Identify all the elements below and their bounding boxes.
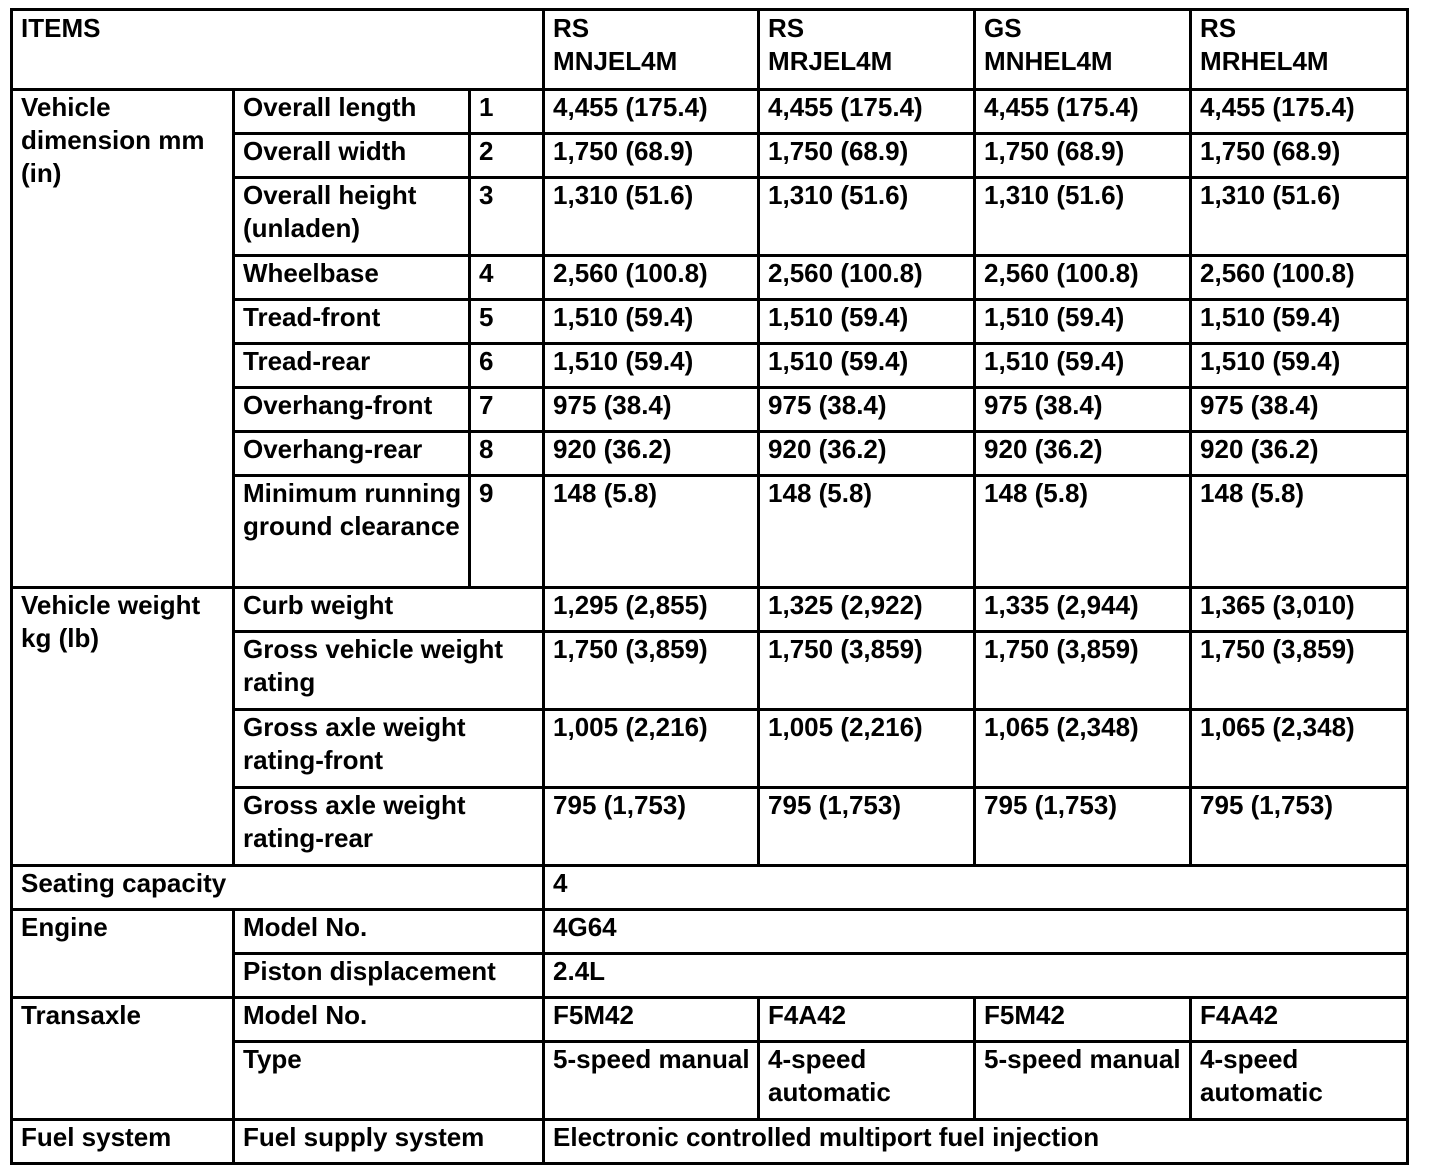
model-grade: RS: [768, 13, 805, 43]
row-number: 2: [470, 134, 544, 178]
fuel-group-label: Fuel system: [12, 1120, 234, 1164]
row-label: Overall length: [234, 90, 470, 134]
cell-value: 1,750 (3,859): [1191, 632, 1408, 710]
row-number: 3: [470, 178, 544, 256]
header-row: [12, 10, 1408, 90]
cell-value: 920 (36.2): [1191, 432, 1408, 476]
cell-value: 1,750 (68.9): [544, 134, 759, 178]
cell-value: 920 (36.2): [544, 432, 759, 476]
cell-value: 1,750 (68.9): [975, 134, 1191, 178]
model-grade: RS: [553, 13, 590, 43]
cell-value: 1,750 (3,859): [544, 632, 759, 710]
row-number: 9: [470, 476, 544, 588]
cell-value: 795 (1,753): [544, 788, 759, 866]
cell-value: F5M42: [975, 998, 1191, 1042]
model-code: MNHEL4M: [984, 46, 1113, 76]
cell-value: 4,455 (175.4): [1191, 90, 1408, 134]
cell-value: 4,455 (175.4): [544, 90, 759, 134]
table-row: [12, 866, 1408, 910]
cell-value: 1,325 (2,922): [759, 588, 975, 632]
model-header: [759, 10, 975, 90]
engine-model-value: 4G64: [544, 910, 1408, 954]
cell-value: 1,750 (3,859): [759, 632, 975, 710]
cell-value: 148 (5.8): [544, 476, 759, 588]
cell-value: 4-speed automatic: [759, 1042, 975, 1120]
row-label: Piston displacement: [234, 954, 544, 998]
table-row: [12, 998, 1408, 1042]
cell-value: 1,510 (59.4): [1191, 300, 1408, 344]
row-number: 1: [470, 90, 544, 134]
cell-value: 920 (36.2): [975, 432, 1191, 476]
cell-value: 1,310 (51.6): [759, 178, 975, 256]
cell-value: 2,560 (100.8): [975, 256, 1191, 300]
cell-value: 1,310 (51.6): [1191, 178, 1408, 256]
fuel-value: Electronic controlled multiport fuel injection: [544, 1120, 1408, 1164]
cell-value: 795 (1,753): [975, 788, 1191, 866]
row-number: 8: [470, 432, 544, 476]
cell-value: 795 (1,753): [1191, 788, 1408, 866]
cell-value: 1,750 (3,859): [975, 632, 1191, 710]
cell-value: 795 (1,753): [759, 788, 975, 866]
cell-value: 4,455 (175.4): [759, 90, 975, 134]
engine-displacement-value: 2.4L: [544, 954, 1408, 998]
cell-value: 920 (36.2): [759, 432, 975, 476]
row-number: 6: [470, 344, 544, 388]
cell-value: 2,560 (100.8): [759, 256, 975, 300]
model-code: MRHEL4M: [1200, 46, 1329, 76]
seating-label: Seating capacity: [12, 866, 544, 910]
cell-value: 2,560 (100.8): [1191, 256, 1408, 300]
cell-value: 5-speed manual: [544, 1042, 759, 1120]
cell-value: 1,065 (2,348): [975, 710, 1191, 788]
cell-value: 1,365 (3,010): [1191, 588, 1408, 632]
cell-value: 1,510 (59.4): [975, 300, 1191, 344]
cell-value: 1,310 (51.6): [975, 178, 1191, 256]
cell-value: 4,455 (175.4): [975, 90, 1191, 134]
row-label: Overall height (unladen): [234, 178, 470, 256]
table-row: [12, 90, 1408, 134]
cell-value: 1,510 (59.4): [544, 300, 759, 344]
cell-value: 148 (5.8): [975, 476, 1191, 588]
transaxle-group-label: Transaxle: [12, 998, 234, 1120]
cell-value: 1,510 (59.4): [544, 344, 759, 388]
cell-value: 1,750 (68.9): [759, 134, 975, 178]
cell-value: 975 (38.4): [544, 388, 759, 432]
cell-value: 975 (38.4): [759, 388, 975, 432]
model-grade: GS: [984, 13, 1022, 43]
model-header: [975, 10, 1191, 90]
row-label: Overhang-front: [234, 388, 470, 432]
model-grade: RS: [1200, 13, 1237, 43]
items-header: ITEMS: [12, 10, 544, 90]
weight-group-label: Vehicle weight kg (lb): [12, 588, 234, 866]
cell-value: 148 (5.8): [1191, 476, 1408, 588]
cell-value: 1,510 (59.4): [1191, 344, 1408, 388]
cell-value: 1,065 (2,348): [1191, 710, 1408, 788]
row-label: Model No.: [234, 910, 544, 954]
row-number: 4: [470, 256, 544, 300]
row-label: Fuel supply system: [234, 1120, 544, 1164]
row-label: Tread-front: [234, 300, 470, 344]
cell-value: F4A42: [1191, 998, 1408, 1042]
cell-value: 1,335 (2,944): [975, 588, 1191, 632]
cell-value: 1,510 (59.4): [759, 344, 975, 388]
row-label: Curb weight: [234, 588, 544, 632]
cell-value: 1,510 (59.4): [975, 344, 1191, 388]
row-label: Minimum running ground clearance: [234, 476, 470, 588]
row-label: Type: [234, 1042, 544, 1120]
seating-value: 4: [544, 866, 1408, 910]
cell-value: 1,310 (51.6): [544, 178, 759, 256]
cell-value: 975 (38.4): [975, 388, 1191, 432]
cell-value: 148 (5.8): [759, 476, 975, 588]
cell-value: 4-speed automatic: [1191, 1042, 1408, 1120]
cell-value: 975 (38.4): [1191, 388, 1408, 432]
model-code: MNJEL4M: [553, 46, 678, 76]
cell-value: 1,510 (59.4): [759, 300, 975, 344]
cell-value: 5-speed manual: [975, 1042, 1191, 1120]
model-header: [544, 10, 759, 90]
cell-value: 1,005 (2,216): [544, 710, 759, 788]
cell-value: 2,560 (100.8): [544, 256, 759, 300]
row-label: Overall width: [234, 134, 470, 178]
row-label: Tread-rear: [234, 344, 470, 388]
row-label: Gross axle weight rating-front: [234, 710, 544, 788]
table-row: [12, 1120, 1408, 1164]
row-label: Gross axle weight rating-rear: [234, 788, 544, 866]
cell-value: F4A42: [759, 998, 975, 1042]
model-header: [1191, 10, 1408, 90]
table-row: [12, 588, 1408, 632]
row-number: 7: [470, 388, 544, 432]
row-label: Wheelbase: [234, 256, 470, 300]
specification-table: [10, 8, 1409, 1165]
cell-value: 1,750 (68.9): [1191, 134, 1408, 178]
cell-value: 1,005 (2,216): [759, 710, 975, 788]
table-row: [12, 910, 1408, 954]
row-label: Gross vehicle weight rating: [234, 632, 544, 710]
cell-value: 1,295 (2,855): [544, 588, 759, 632]
engine-group-label: Engine: [12, 910, 234, 998]
row-number: 5: [470, 300, 544, 344]
row-label: Model No.: [234, 998, 544, 1042]
model-code: MRJEL4M: [768, 46, 893, 76]
cell-value: F5M42: [544, 998, 759, 1042]
row-label: Overhang-rear: [234, 432, 470, 476]
dimension-group-label: Vehicle dimension mm (in): [12, 90, 234, 588]
